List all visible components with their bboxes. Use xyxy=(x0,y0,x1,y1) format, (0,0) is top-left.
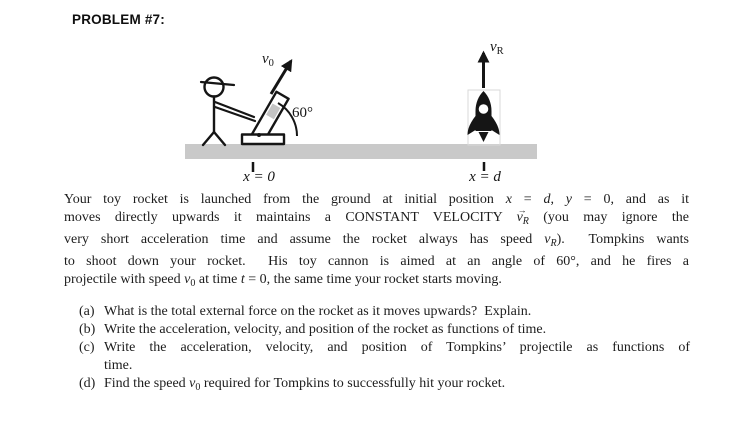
question-d xyxy=(79,375,690,397)
question-b xyxy=(79,321,690,339)
position-ticks xyxy=(253,162,484,172)
angle-label: 60° xyxy=(292,105,313,121)
x0-label: x = 0 xyxy=(243,169,275,185)
rocket-exhaust xyxy=(479,132,489,142)
question-b-label: (b) xyxy=(79,322,96,337)
question-a-text: What is the total external force on the rocket as it moves upwards? Explain. xyxy=(104,304,532,319)
rocket-right-fin xyxy=(492,116,500,135)
cannon-pivot xyxy=(257,133,261,137)
cannon-base xyxy=(242,135,284,145)
vr-label: $v_R$ xyxy=(490,39,504,57)
ground-bar xyxy=(185,144,537,159)
question-d-text: Find the speed $v_0$ required for Tompkins to successfully hit your rocket. xyxy=(104,376,506,393)
v0-label: $v_0$ xyxy=(262,51,274,69)
rocket-icon xyxy=(468,91,500,142)
question-list xyxy=(79,303,690,397)
figure-head xyxy=(205,78,224,97)
figure-arms xyxy=(215,102,255,121)
problem-statement: Your toy rocket is launched from the ground at initial position x = d, y = 0, and as it moves directly upwards it maintains a CONSTANT VELOCITY $v \to_R$ (you may ignore the very short acceleration time and assume the rocket always has speed $v_R$). Tompkins wants to shoot down your rocket. His toy cannon is aimed at an angle of 60°, and he fires a projectile with speed $v_0$ at time t = 0, the same time your rocket starts moving. xyxy=(64,191,689,293)
xd-label: x = d xyxy=(469,169,501,185)
question-d-label: (d) xyxy=(79,376,96,391)
question-a-label: (a) xyxy=(79,304,95,319)
question-c-text: Write the acceleration, velocity, and position of Tompkins’ projectile as functions of time. xyxy=(104,340,690,373)
rocket-window xyxy=(479,104,489,114)
v0-arrow xyxy=(271,61,291,94)
question-a xyxy=(79,303,690,321)
problem-title: PROBLEM #7: xyxy=(72,12,165,27)
question-c xyxy=(79,339,690,375)
question-c-label: (c) xyxy=(79,340,95,355)
rocket-left-fin xyxy=(468,116,476,135)
question-b-text: Write the acceleration, velocity, and position of the rocket as functions of time. xyxy=(104,322,547,337)
figure-legs xyxy=(203,132,225,145)
